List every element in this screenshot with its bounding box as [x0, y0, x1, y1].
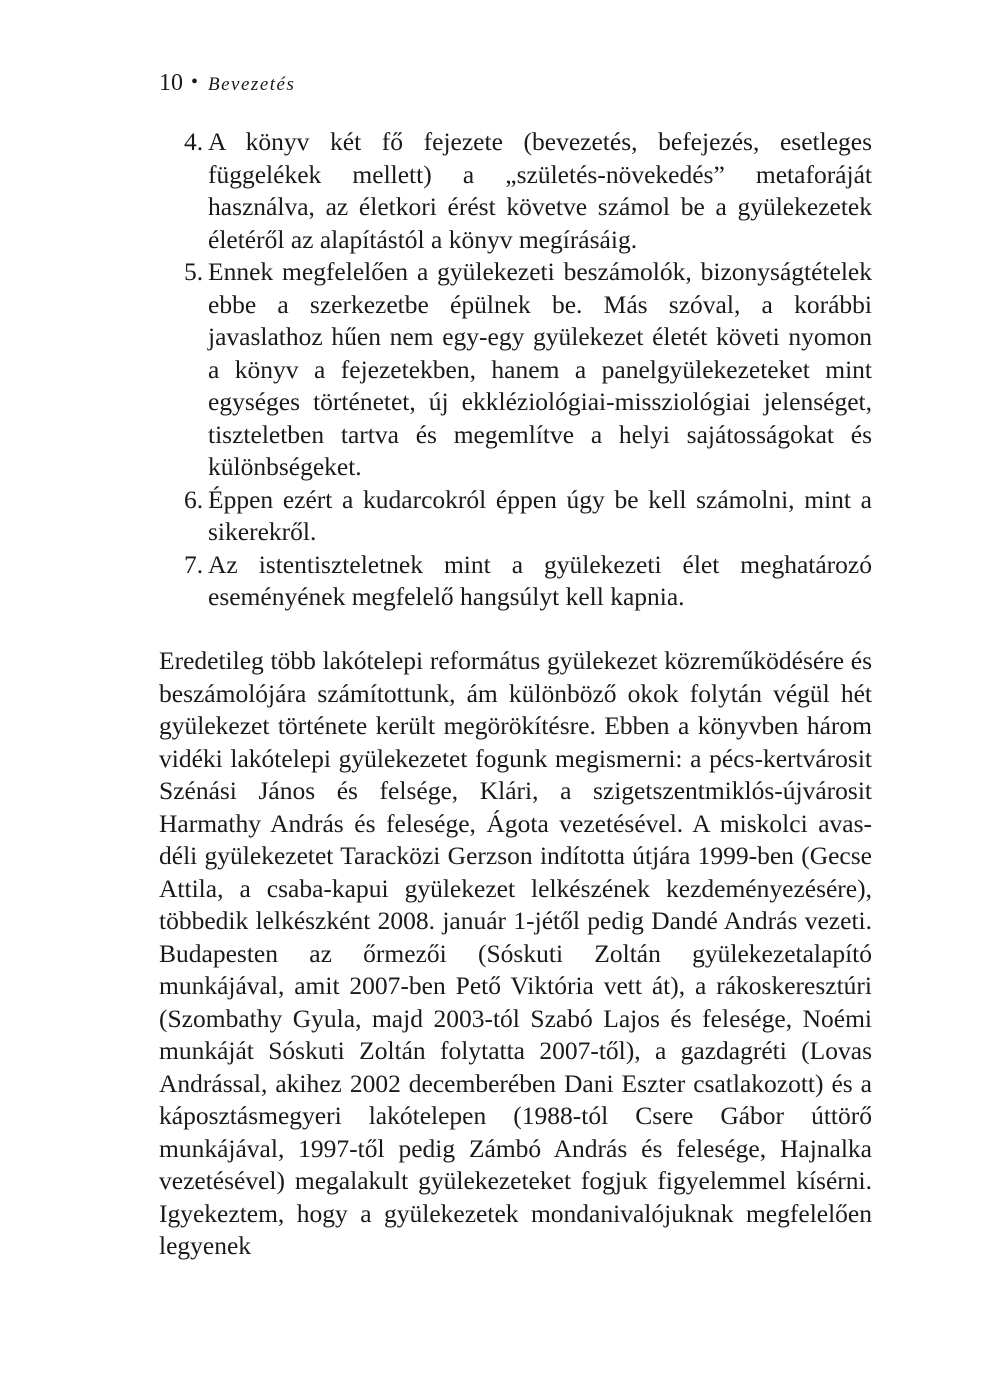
page-number: 10	[159, 70, 183, 96]
list-item-text: Az istentiszteletnek mint a gyülekezeti élet meghatározó eseményének megfelelő hangsúlyt kell kapnia.	[208, 549, 872, 611]
running-title: Bevezetés	[208, 74, 296, 95]
list-item	[159, 126, 872, 256]
running-header	[159, 68, 295, 100]
list-item-text: Ennek megfelelően a gyülekezeti beszámolók, bizonyságtételek ebbe a szerkezetbe épülnek be. Más szóval, a korábbi javaslathoz hűen nem egy-egy gyülekezet életét követi nyomon a könyv a fejezetekben, hanem a panelgyülekezeteket mint egységes történetet, új ekkléziológiai-missziológiai jelenséget, tiszteletben tartva és megemlítve a helyi sajátosságokat és különbségeket.	[208, 257, 872, 481]
list-item-number: 6.	[184, 484, 204, 514]
list-item-text: Éppen ezért a kudarcokról éppen úgy be kell számolni, mint a sikerekről.	[208, 484, 872, 546]
list-item-text: A könyv két fő fejezete (bevezetés, befejezés, esetleges függelékek mellett) a „születés-növekedés” metaforáját használva, az életkori érést követve számol be a gyülekezetek életéről az alapítástól a könyv megírásáig.	[208, 127, 872, 254]
list-item-number: 5.	[184, 257, 204, 286]
list-item	[159, 484, 872, 549]
numbered-list	[159, 126, 872, 614]
list-item	[159, 549, 872, 614]
list-item-number: 4.	[184, 127, 204, 156]
body-paragraph: Eredetileg több lakótelepi református gyülekezet közreműködésére és beszámolójára számítottunk, ám különböző okok folytán végül hét gyülekezet története került megörökítésre. Ebben a könyvben három vidéki lakótelepi gyülekezetet fogunk megismerni: a pécs-kertvárosit Szénási János és felsége, Klári, a szigetszentmiklós-újvárosit Harmathy András és felesége, Ágota vezetésével. A miskolci avas-déli gyülekezetet Taracközi Gerzson indította útjára 1999-ben (Gecse Attila, a csaba-kapui gyülekezet lelkészének kezdeményezésére), többedik lelkészként 2008. január 1-jétől pedig Dandé András vezeti. Budapesten az őrmezői (Sóskuti Zoltán gyülekezetalapító munkájával, amit 2007-ben Pető Viktória vett át), a rákoskeresztúri (Szombathy Gyula, majd 2003-tól Szabó Lajos és felesége, Noémi munkáját Sóskuti Zoltán folytatta 2007-től), a gazdagréti (Lovas Andrással, akihez 2002 decemberében Dani Eszter csatlakozott) és a káposztásmegyeri lakótelepen (1988-tól Csere Gábor úttörő munkájával, 1997-től pedig Zámbó András és felesége, Hajnalka vezetésével) megalakult gyülekezeteket fogjuk figyelemmel kísérni. Igyekeztem, hogy a gyülekezetek mondanivalójuknak megfelelően legyenek	[159, 646, 872, 1260]
list-item	[159, 256, 872, 484]
list-item-number: 7.	[184, 549, 204, 579]
header-bullet: •	[191, 71, 199, 93]
